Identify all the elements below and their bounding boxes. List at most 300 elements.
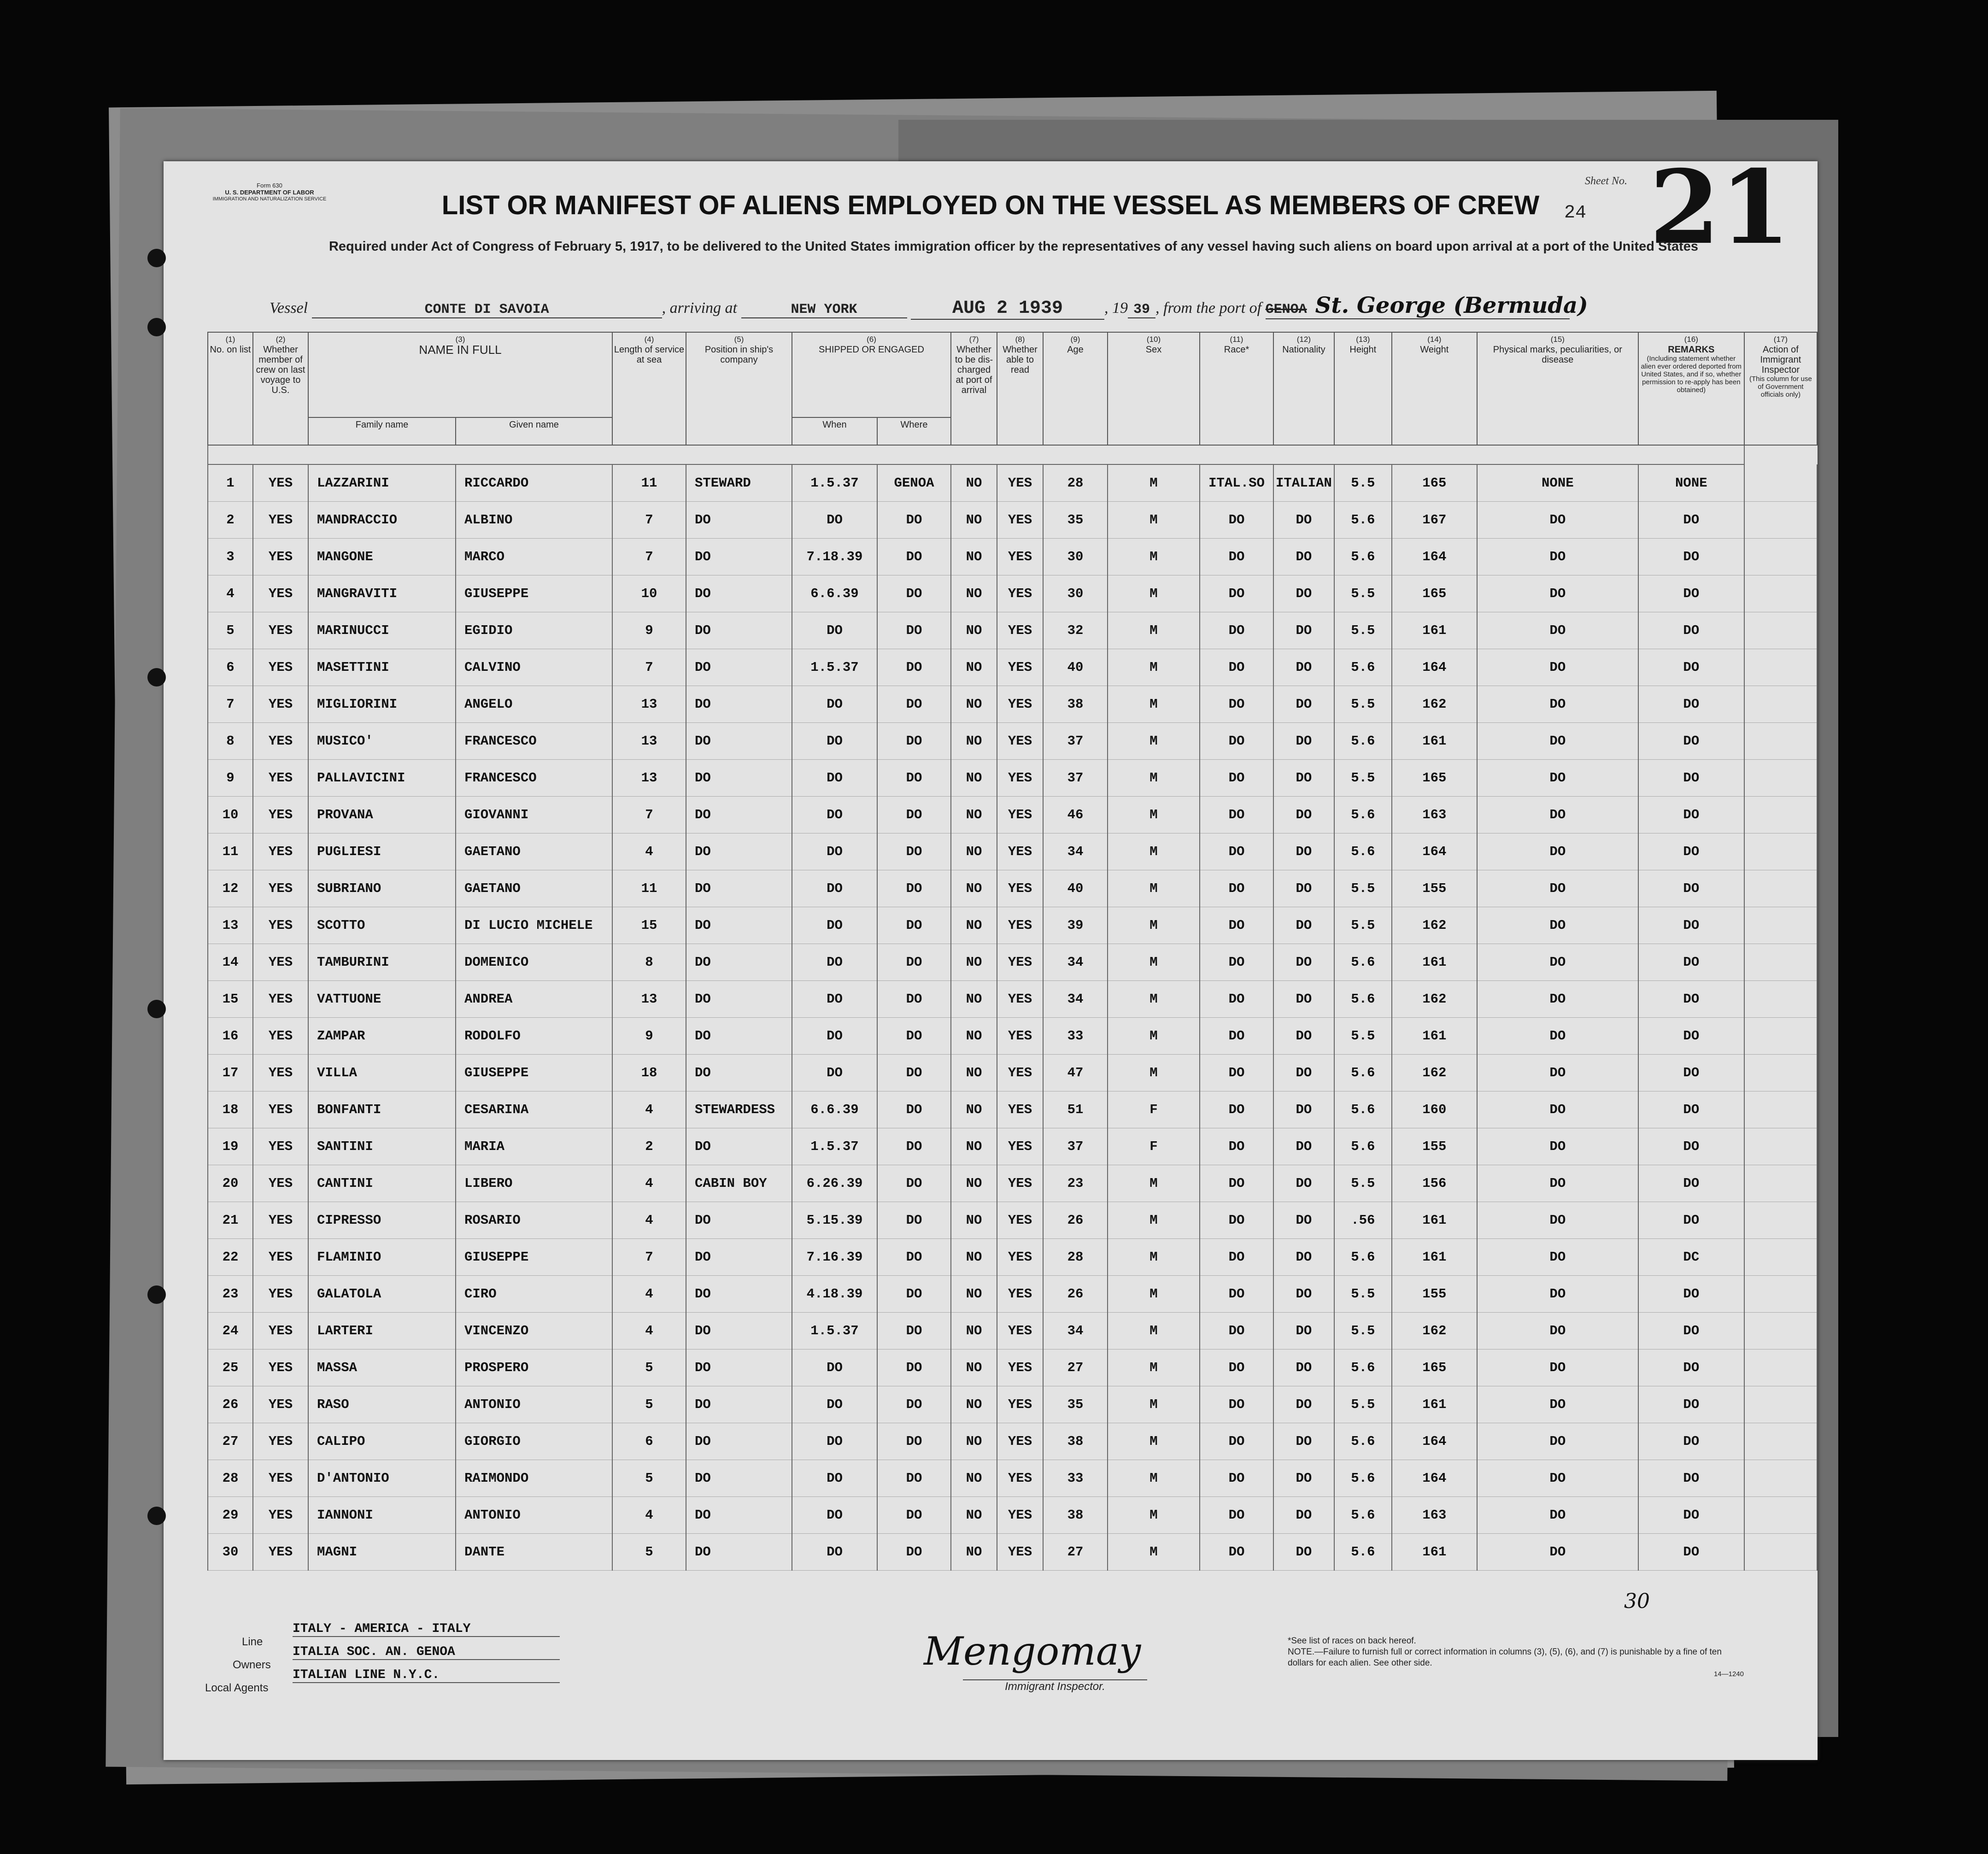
page-title: LIST OR MANIFEST OF ALIENS EMPLOYED ON THE VESSEL AS MEMBERS OF CREW	[441, 190, 1540, 220]
sex: M	[1108, 981, 1200, 1018]
given-name: EGIDIO	[456, 612, 612, 649]
able-to-read: YES	[997, 1313, 1043, 1349]
remarks: DO	[1638, 612, 1744, 649]
service-length: 4	[612, 1276, 686, 1313]
position: DO	[686, 502, 792, 539]
family-name: MIGLIORINI	[308, 686, 456, 723]
arrival-port: NEW YORK	[741, 302, 907, 318]
shipped-where: DO	[877, 797, 951, 833]
shipped-where: DO	[877, 1349, 951, 1386]
remarks: DO	[1638, 539, 1744, 575]
sex: M	[1108, 944, 1200, 981]
family-name: PUGLIESI	[308, 833, 456, 870]
height: 5.5	[1334, 907, 1392, 944]
sex: M	[1108, 1202, 1200, 1239]
position: DO	[686, 1276, 792, 1313]
race: DO	[1200, 1497, 1273, 1534]
inspector-action	[1744, 1386, 1817, 1423]
nationality: DO	[1273, 539, 1334, 575]
remarks: DO	[1638, 686, 1744, 723]
previous-voyage: YES	[253, 1313, 308, 1349]
service-length: 7	[612, 649, 686, 686]
given-name: RODOLFO	[456, 1018, 612, 1055]
shipped-when: DO	[792, 833, 877, 870]
family-name: FLAMINIO	[308, 1239, 456, 1276]
header-remarks: (16) REMARKS (Including statement whether alien ever ordered deported from United States, and if so, whether permission to re-apply has been obtained)	[1638, 332, 1744, 445]
family-name: PROVANA	[308, 797, 456, 833]
row-number: 4	[208, 575, 253, 612]
weight: 161	[1392, 1018, 1477, 1055]
table-row	[208, 870, 1817, 907]
shipped-where: DO	[877, 760, 951, 797]
discharged: NO	[951, 1534, 997, 1571]
shipped-when: 5.15.39	[792, 1202, 877, 1239]
given-name: CESARINA	[456, 1091, 612, 1128]
race: DO	[1200, 612, 1273, 649]
previous-voyage: YES	[253, 1239, 308, 1276]
family-name: LAZZARINI	[308, 464, 456, 502]
service-length: 15	[612, 907, 686, 944]
sex: M	[1108, 1313, 1200, 1349]
shipped-when: DO	[792, 1534, 877, 1571]
sex: M	[1108, 1349, 1200, 1386]
position: DO	[686, 539, 792, 575]
discharged: NO	[951, 502, 997, 539]
position: DO	[686, 1018, 792, 1055]
race: DO	[1200, 1386, 1273, 1423]
previous-voyage: YES	[253, 1276, 308, 1313]
inspector-action	[1744, 686, 1817, 723]
header-height: (13) Height	[1334, 332, 1392, 445]
total-count-handwritten: 30	[1624, 1590, 1650, 1613]
remarks: DO	[1638, 1386, 1744, 1423]
weight: 164	[1392, 649, 1477, 686]
age: 34	[1043, 981, 1108, 1018]
height: 5.6	[1334, 833, 1392, 870]
inspector-action	[1744, 833, 1817, 870]
previous-voyage: YES	[253, 1091, 308, 1128]
service-length: 9	[612, 612, 686, 649]
family-name: MASETTINI	[308, 649, 456, 686]
nationality: DO	[1273, 833, 1334, 870]
inspector-action	[1744, 870, 1817, 907]
height: 5.5	[1334, 464, 1392, 502]
given-name: ANTONIO	[456, 1497, 612, 1534]
race: DO	[1200, 575, 1273, 612]
height: 5.6	[1334, 1128, 1392, 1165]
sex: M	[1108, 1165, 1200, 1202]
inspector-action	[1744, 1460, 1817, 1497]
table-row	[208, 723, 1817, 760]
nationality: DO	[1273, 1202, 1334, 1239]
age: 37	[1043, 1128, 1108, 1165]
service-length: 6	[612, 1423, 686, 1460]
given-name: GIUSEPPE	[456, 575, 612, 612]
age: 28	[1043, 1239, 1108, 1276]
position: DO	[686, 1349, 792, 1386]
shipped-when: DO	[792, 612, 877, 649]
sex: M	[1108, 686, 1200, 723]
header-age: (9) Age	[1043, 332, 1108, 445]
height: 5.5	[1334, 1313, 1392, 1349]
shipped-where: DO	[877, 649, 951, 686]
row-number: 2	[208, 502, 253, 539]
manifest-sheet	[164, 147, 1818, 1760]
shipped-where: DO	[877, 833, 951, 870]
physical-marks: DO	[1477, 1534, 1638, 1571]
discharged: NO	[951, 649, 997, 686]
nationality: DO	[1273, 1460, 1334, 1497]
table-row	[208, 539, 1817, 575]
sex: F	[1108, 1091, 1200, 1128]
shipped-where: DO	[877, 1165, 951, 1202]
physical-marks: DO	[1477, 1239, 1638, 1276]
remarks: DO	[1638, 1460, 1744, 1497]
position: DO	[686, 723, 792, 760]
given-name: RAIMONDO	[456, 1460, 612, 1497]
inspector-action	[1744, 907, 1817, 944]
remarks: DO	[1638, 833, 1744, 870]
family-name: MANGONE	[308, 539, 456, 575]
previous-voyage: YES	[253, 833, 308, 870]
age: 26	[1043, 1276, 1108, 1313]
sex: M	[1108, 1055, 1200, 1091]
discharged: NO	[951, 907, 997, 944]
service-length: 4	[612, 833, 686, 870]
header-service: (4) Length of service at sea	[612, 332, 686, 445]
height: 5.6	[1334, 1497, 1392, 1534]
nationality: DO	[1273, 981, 1334, 1018]
family-name: MANGRAVITI	[308, 575, 456, 612]
physical-marks: DO	[1477, 539, 1638, 575]
family-name: SCOTTO	[308, 907, 456, 944]
able-to-read: YES	[997, 575, 1043, 612]
shipped-when: 7.18.39	[792, 539, 877, 575]
age: 34	[1043, 833, 1108, 870]
physical-marks: DO	[1477, 723, 1638, 760]
age: 26	[1043, 1202, 1108, 1239]
able-to-read: YES	[997, 1534, 1043, 1571]
binder-hole	[147, 1285, 166, 1304]
discharged: NO	[951, 870, 997, 907]
physical-marks: DO	[1477, 1497, 1638, 1534]
height: 5.5	[1334, 760, 1392, 797]
position: DO	[686, 575, 792, 612]
shipped-when: 6.6.39	[792, 1091, 877, 1128]
inspector-action	[1744, 1349, 1817, 1386]
discharged: NO	[951, 1055, 997, 1091]
able-to-read: YES	[997, 907, 1043, 944]
race: DO	[1200, 686, 1273, 723]
inspector-action	[1744, 649, 1817, 686]
physical-marks: DO	[1477, 1349, 1638, 1386]
height: 5.5	[1334, 575, 1392, 612]
position: DO	[686, 907, 792, 944]
nationality: DO	[1273, 575, 1334, 612]
shipped-where: DO	[877, 612, 951, 649]
age: 33	[1043, 1018, 1108, 1055]
remarks: DO	[1638, 1055, 1744, 1091]
table-row	[208, 686, 1817, 723]
age: 39	[1043, 907, 1108, 944]
given-name: GIUSEPPE	[456, 1055, 612, 1091]
position: DO	[686, 981, 792, 1018]
vessel-line	[270, 293, 1588, 320]
weight: 164	[1392, 833, 1477, 870]
weight: 161	[1392, 612, 1477, 649]
able-to-read: YES	[997, 1497, 1043, 1534]
row-number: 25	[208, 1349, 253, 1386]
row-number: 12	[208, 870, 253, 907]
inspector-action	[1744, 1202, 1817, 1239]
able-to-read: YES	[997, 1276, 1043, 1313]
nationality: DO	[1273, 1055, 1334, 1091]
given-name: GIUSEPPE	[456, 1239, 612, 1276]
physical-marks: DO	[1477, 981, 1638, 1018]
physical-marks: DO	[1477, 944, 1638, 981]
penalty-note: NOTE.—Failure to furnish full or correct information in columns (3), (5), (6), and (7) is punishable by a fine of ten dollars for each alien. See other side.	[1288, 1647, 1722, 1668]
weight: 162	[1392, 981, 1477, 1018]
inspector-action	[1744, 944, 1817, 981]
service-length: 7	[612, 797, 686, 833]
row-number: 3	[208, 539, 253, 575]
previous-voyage: YES	[253, 1349, 308, 1386]
header-discharged: (7) Whether to be dis-charged at port of arrival	[951, 332, 997, 445]
sex: M	[1108, 797, 1200, 833]
nationality: DO	[1273, 502, 1334, 539]
binder-hole	[147, 668, 166, 686]
position: DO	[686, 1202, 792, 1239]
nationality: ITALIAN	[1273, 464, 1334, 502]
age: 27	[1043, 1534, 1108, 1571]
service-length: 13	[612, 760, 686, 797]
inspector-action	[1744, 1055, 1817, 1091]
remarks: NONE	[1638, 464, 1744, 502]
service-name: IMMIGRATION AND NATURALIZATION SERVICE	[212, 196, 327, 202]
family-name: SANTINI	[308, 1128, 456, 1165]
remarks: DO	[1638, 1202, 1744, 1239]
given-name: ROSARIO	[456, 1202, 612, 1239]
sheet-label: Sheet No.	[1585, 175, 1627, 187]
shipped-when: DO	[792, 1423, 877, 1460]
discharged: NO	[951, 1423, 997, 1460]
discharged: NO	[951, 981, 997, 1018]
weight: 165	[1392, 760, 1477, 797]
inspector-label: Immigrant Inspector.	[963, 1679, 1147, 1693]
row-number: 18	[208, 1091, 253, 1128]
physical-marks: DO	[1477, 1423, 1638, 1460]
given-name: ALBINO	[456, 502, 612, 539]
header-where: Where	[877, 417, 951, 445]
shipped-when: DO	[792, 502, 877, 539]
weight: 165	[1392, 464, 1477, 502]
header-position: (5) Position in ship's company	[686, 332, 792, 445]
header-inspector-action: (17) Action of Immigrant Inspector (This column for use of Government officials only)	[1744, 332, 1817, 445]
table-row	[208, 1018, 1817, 1055]
age: 38	[1043, 1497, 1108, 1534]
race: DO	[1200, 870, 1273, 907]
family-name: CALIPO	[308, 1423, 456, 1460]
shipped-where: DO	[877, 575, 951, 612]
physical-marks: DO	[1477, 1460, 1638, 1497]
row-number: 26	[208, 1386, 253, 1423]
nationality: DO	[1273, 1386, 1334, 1423]
given-name: CALVINO	[456, 649, 612, 686]
position: DO	[686, 612, 792, 649]
header-when: When	[792, 417, 877, 445]
binder-hole	[147, 1507, 166, 1525]
table-row	[208, 981, 1817, 1018]
given-name: LIBERO	[456, 1165, 612, 1202]
service-length: 9	[612, 1018, 686, 1055]
physical-marks: DO	[1477, 1055, 1638, 1091]
previous-voyage: YES	[253, 723, 308, 760]
given-name: ANDREA	[456, 981, 612, 1018]
service-length: 7	[612, 502, 686, 539]
family-name: CIPRESSO	[308, 1202, 456, 1239]
arriving-label: , arriving at	[662, 299, 737, 317]
sex: M	[1108, 833, 1200, 870]
inspector-action	[1744, 1239, 1817, 1276]
age: 30	[1043, 539, 1108, 575]
crew-rows	[208, 464, 1817, 1571]
nationality: DO	[1273, 907, 1334, 944]
physical-marks: DO	[1477, 1386, 1638, 1423]
inspector-action	[1744, 575, 1817, 612]
remarks: DO	[1638, 502, 1744, 539]
inspector-action	[1744, 539, 1817, 575]
sex: M	[1108, 907, 1200, 944]
weight: 164	[1392, 1460, 1477, 1497]
position: CABIN BOY	[686, 1165, 792, 1202]
page-subtitle: Required under Act of Congress of February 5, 1917, to be delivered to the United States immigration officer by the representatives of any vessel having such aliens on board upon arrival at a port of the United States	[328, 239, 1699, 254]
year: 39	[1128, 302, 1155, 318]
shipped-where: DO	[877, 502, 951, 539]
row-number: 24	[208, 1313, 253, 1349]
nationality: DO	[1273, 870, 1334, 907]
previous-voyage: YES	[253, 539, 308, 575]
position: DO	[686, 1055, 792, 1091]
row-number: 5	[208, 612, 253, 649]
discharged: NO	[951, 1202, 997, 1239]
position: DO	[686, 1460, 792, 1497]
service-length: 5	[612, 1349, 686, 1386]
age: 34	[1043, 1313, 1108, 1349]
sex: M	[1108, 1423, 1200, 1460]
sex: M	[1108, 1460, 1200, 1497]
service-length: 13	[612, 723, 686, 760]
binder-hole	[147, 1000, 166, 1018]
family-name: RASO	[308, 1386, 456, 1423]
physical-marks: DO	[1477, 1128, 1638, 1165]
physical-marks: DO	[1477, 833, 1638, 870]
family-name: GALATOLA	[308, 1276, 456, 1313]
weight: 165	[1392, 575, 1477, 612]
owners-value: ITALIA SOC. AN. GENOA	[293, 1645, 560, 1660]
sex: M	[1108, 870, 1200, 907]
nationality: DO	[1273, 1497, 1334, 1534]
able-to-read: YES	[997, 539, 1043, 575]
shipped-when: 1.5.37	[792, 1128, 877, 1165]
race: DO	[1200, 907, 1273, 944]
nationality: DO	[1273, 1423, 1334, 1460]
nationality: DO	[1273, 1165, 1334, 1202]
shipped-where: DO	[877, 723, 951, 760]
weight: 155	[1392, 1128, 1477, 1165]
remarks: DO	[1638, 981, 1744, 1018]
remarks: DO	[1638, 1423, 1744, 1460]
row-number: 8	[208, 723, 253, 760]
remarks: DO	[1638, 1091, 1744, 1128]
service-length: 4	[612, 1202, 686, 1239]
able-to-read: YES	[997, 760, 1043, 797]
shipped-when: 6.6.39	[792, 575, 877, 612]
year-prefix: , 19	[1104, 299, 1128, 317]
height: 5.6	[1334, 944, 1392, 981]
family-name: CANTINI	[308, 1165, 456, 1202]
physical-marks: DO	[1477, 612, 1638, 649]
family-name: LARTERI	[308, 1313, 456, 1349]
shipped-when: DO	[792, 760, 877, 797]
discharged: NO	[951, 539, 997, 575]
weight: 161	[1392, 1386, 1477, 1423]
weight: 164	[1392, 539, 1477, 575]
nationality: DO	[1273, 1128, 1334, 1165]
sex: M	[1108, 1239, 1200, 1276]
previous-voyage: YES	[253, 502, 308, 539]
previous-voyage: YES	[253, 649, 308, 686]
agents-label: Local Agents	[205, 1682, 269, 1694]
service-length: 4	[612, 1313, 686, 1349]
shipped-when: 1.5.37	[792, 464, 877, 502]
shipped-where: DO	[877, 1055, 951, 1091]
family-name: MARINUCCI	[308, 612, 456, 649]
family-name: IANNONI	[308, 1497, 456, 1534]
shipped-where: DO	[877, 907, 951, 944]
weight: 161	[1392, 723, 1477, 760]
discharged: NO	[951, 686, 997, 723]
weight: 161	[1392, 1239, 1477, 1276]
shipped-when: DO	[792, 1018, 877, 1055]
inspector-action	[1744, 612, 1817, 649]
position: DO	[686, 797, 792, 833]
shipped-where: DO	[877, 981, 951, 1018]
binder-hole	[147, 249, 166, 267]
previous-voyage: YES	[253, 1055, 308, 1091]
race: DO	[1200, 1128, 1273, 1165]
height: 5.5	[1334, 1386, 1392, 1423]
remarks: DO	[1638, 760, 1744, 797]
header-physical-marks: (15) Physical marks, peculiarities, or disease	[1477, 332, 1638, 445]
discharged: NO	[951, 612, 997, 649]
weight: 162	[1392, 686, 1477, 723]
table-row	[208, 760, 1817, 797]
service-length: 7	[612, 539, 686, 575]
discharged: NO	[951, 760, 997, 797]
shipped-when: DO	[792, 686, 877, 723]
age: 46	[1043, 797, 1108, 833]
header-no: (1) No. on list	[208, 332, 253, 445]
age: 33	[1043, 1460, 1108, 1497]
nationality: DO	[1273, 1313, 1334, 1349]
shipped-when: 1.5.37	[792, 1313, 877, 1349]
physical-marks: DO	[1477, 575, 1638, 612]
shipped-where: DO	[877, 1460, 951, 1497]
remarks: DO	[1638, 1165, 1744, 1202]
nationality: DO	[1273, 760, 1334, 797]
inspector-action	[1744, 1091, 1817, 1128]
shipped-where: DO	[877, 1497, 951, 1534]
